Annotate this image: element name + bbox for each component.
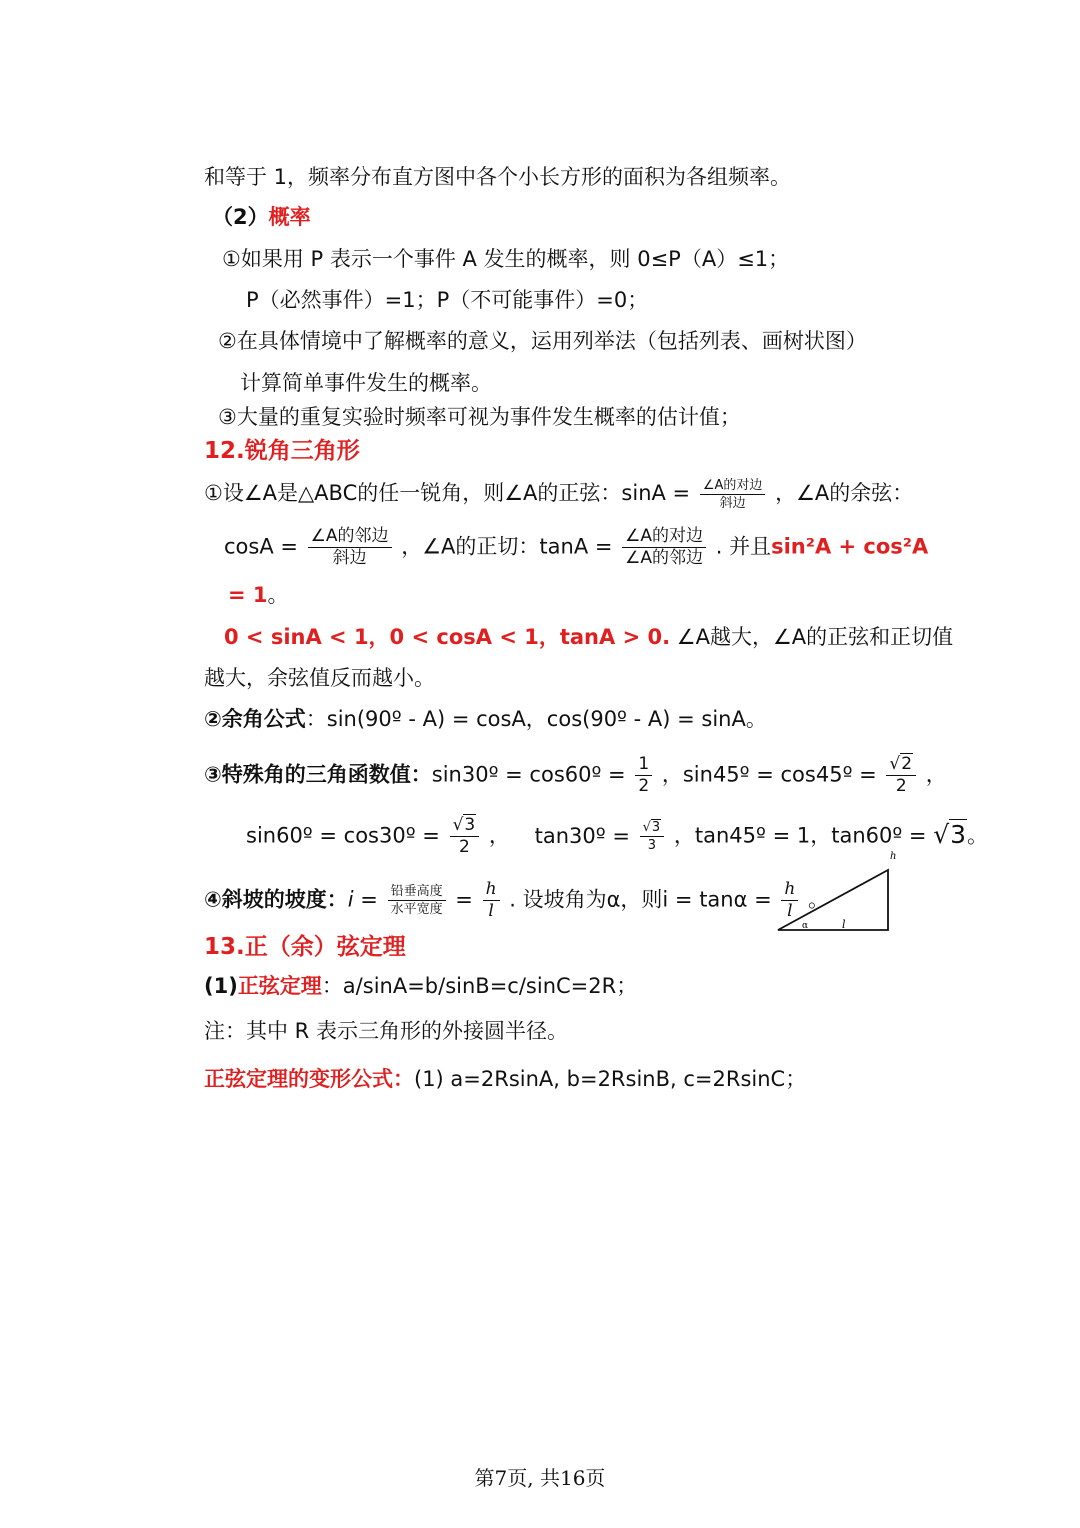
tan-fraction-numerator: ∠A的对边: [625, 526, 704, 546]
slope-line: [204, 881, 829, 920]
slope-fraction: [388, 885, 446, 916]
sin-definition-line: [204, 478, 913, 510]
half-numerator: 1: [638, 754, 650, 774]
h-numerator-2: h: [784, 879, 796, 899]
tan45-tan60-text: ，tan45º = 1，tan60º =: [673, 823, 927, 848]
slope-triangle-diagram: [772, 848, 896, 936]
identity-formula: sin²A + cos²A: [771, 534, 929, 559]
text-line-7: ③大量的重复实验时频率可视为事件发生概率的估计值；: [218, 405, 741, 429]
text-line-4: P（必然事件）=1；P（不可能事件）=0；: [246, 288, 649, 312]
sqrt3-over-2-fraction: [450, 817, 480, 856]
sqrt3-numerator: [450, 817, 480, 836]
sine-law-label: 正弦定理: [237, 974, 322, 998]
sqrt2-over-2-fraction: [886, 756, 916, 795]
h-over-l-fraction: [483, 881, 500, 920]
sqrt-icon: √3: [452, 815, 476, 835]
slope-triangle: [778, 870, 888, 930]
cos-fraction-denominator: 斜边: [308, 547, 392, 567]
sin45-text: ，sin45º = cos45º =: [661, 762, 877, 787]
sqrt3-large: √3: [933, 819, 967, 849]
slope-numerator: 铅垂高度: [390, 884, 443, 899]
sqrt3s-denominator: 3: [640, 836, 665, 852]
sin30-text: sin30º = cos60º =: [431, 762, 626, 787]
half-fraction: [635, 756, 652, 795]
tan-fraction-denominator: ∠A的邻边: [622, 547, 706, 567]
range-text: ∠A越大，∠A的正弦和正切值: [676, 625, 954, 649]
tan-label: ，∠A的正切：tanA =: [401, 534, 613, 559]
sqrt-icon: √: [933, 819, 950, 849]
cos-tan-definition-line: [224, 528, 928, 567]
sine-law-formula: ：a/sinA=b/sinB=c/sinC=2R；: [321, 974, 638, 998]
subheading-title: 概率: [268, 205, 311, 229]
l-denominator: l: [483, 900, 500, 920]
sine-law-transform-line: [204, 1064, 806, 1094]
sin60-text: sin60º = cos30º =: [246, 823, 440, 848]
subheading-probability: [212, 202, 311, 232]
sine-law-line: [204, 971, 637, 1001]
identity-period: 。: [267, 583, 289, 607]
sin-fraction: [700, 479, 766, 510]
sqrt2-denominator: 2: [886, 775, 916, 795]
cos-fraction: [308, 528, 392, 567]
sine-law-note: 注：其中 R 表示三角形的外接圆半径。: [204, 1019, 568, 1043]
transform-formula: (1) a=2RsinA, b=2RsinB, c=2RsinC；: [414, 1067, 807, 1091]
h-numerator: h: [485, 879, 497, 899]
l-denominator-2: l: [781, 900, 798, 920]
sqrt3-denominator: 2: [450, 836, 480, 856]
triangle-label-alpha: α: [802, 921, 809, 931]
subheading-number: （2）: [212, 205, 269, 229]
comma-1: ，: [488, 823, 510, 848]
identity-result-line: [228, 580, 289, 610]
triangle-label-l: l: [842, 918, 846, 931]
range-line: [224, 622, 953, 652]
sqrt3-over-3-fraction: [640, 821, 665, 852]
page-footer: 第7页, 共16页: [474, 1466, 606, 1490]
transform-label: 正弦定理的变形公式：: [204, 1067, 414, 1091]
tan-fraction: [622, 528, 706, 567]
half-denominator: 2: [635, 775, 652, 795]
complementary-line: [204, 704, 767, 734]
period: 。: [967, 823, 989, 848]
cos-label: cosA =: [224, 534, 298, 559]
complementary-formula: ：sin(90º - A) = cosA，cos(90º - A) = sinA。: [305, 707, 767, 731]
cos-fraction-numerator: ∠A的邻边: [310, 526, 389, 546]
text-line-1: 和等于 1，频率分布直方图中各个小长方形的面积为各组频率。: [204, 165, 792, 189]
triangle-label-h: h: [890, 851, 896, 862]
sqrt2-numerator: [886, 756, 916, 775]
range-continuation: 越大，余弦值反而越小。: [204, 666, 435, 690]
complementary-label: ②余角公式: [204, 707, 306, 731]
slope-period: 。: [808, 887, 830, 912]
identity-result: = 1: [228, 583, 268, 607]
cos-intro-text: ，∠A的余弦：: [775, 481, 914, 505]
slope-label: ④斜坡的坡度：: [204, 887, 348, 912]
tan30-text: tan30º =: [534, 823, 630, 848]
slope-equals: =: [455, 887, 473, 912]
sqrt-icon: √3: [642, 820, 661, 835]
slope-i: i =: [347, 887, 378, 912]
section-12-title: 12.锐角三角形: [204, 438, 360, 464]
range-formula: 0 < sinA < 1，0 < cosA < 1，tanA > 0.: [224, 625, 671, 649]
text-line-6: 计算简单事件发生的概率。: [240, 371, 492, 395]
sqrt-icon: √2: [889, 754, 913, 774]
and-text: . 并且: [715, 534, 772, 559]
sin-fraction-denominator: 斜边: [700, 494, 766, 510]
text-line-3: ①如果用 P 表示一个事件 A 发生的概率，则 0≤P（A）≤1；: [222, 247, 790, 271]
sin-fraction-numerator: ∠A的对边: [702, 477, 763, 493]
section-13-title: 13.正（余）弦定理: [204, 934, 406, 960]
special-values-label: ③特殊角的三角函数值：: [204, 762, 432, 787]
slope-angle-text: . 设坡角为α，则i = tanα =: [509, 887, 772, 912]
sin-definition-text: ①设∠A是△ABC的任一锐角，则∠A的正弦：sinA =: [204, 481, 691, 505]
special-values-line-1: [204, 756, 947, 795]
slope-denominator: 水平宽度: [388, 900, 446, 916]
text-line-5: ②在具体情境中了解概率的意义，运用列举法（包括列表、画树状图）: [218, 329, 867, 353]
special-comma: ，: [925, 762, 947, 787]
sqrt3s-numerator: [640, 821, 665, 836]
sine-law-number: (1): [204, 974, 238, 998]
